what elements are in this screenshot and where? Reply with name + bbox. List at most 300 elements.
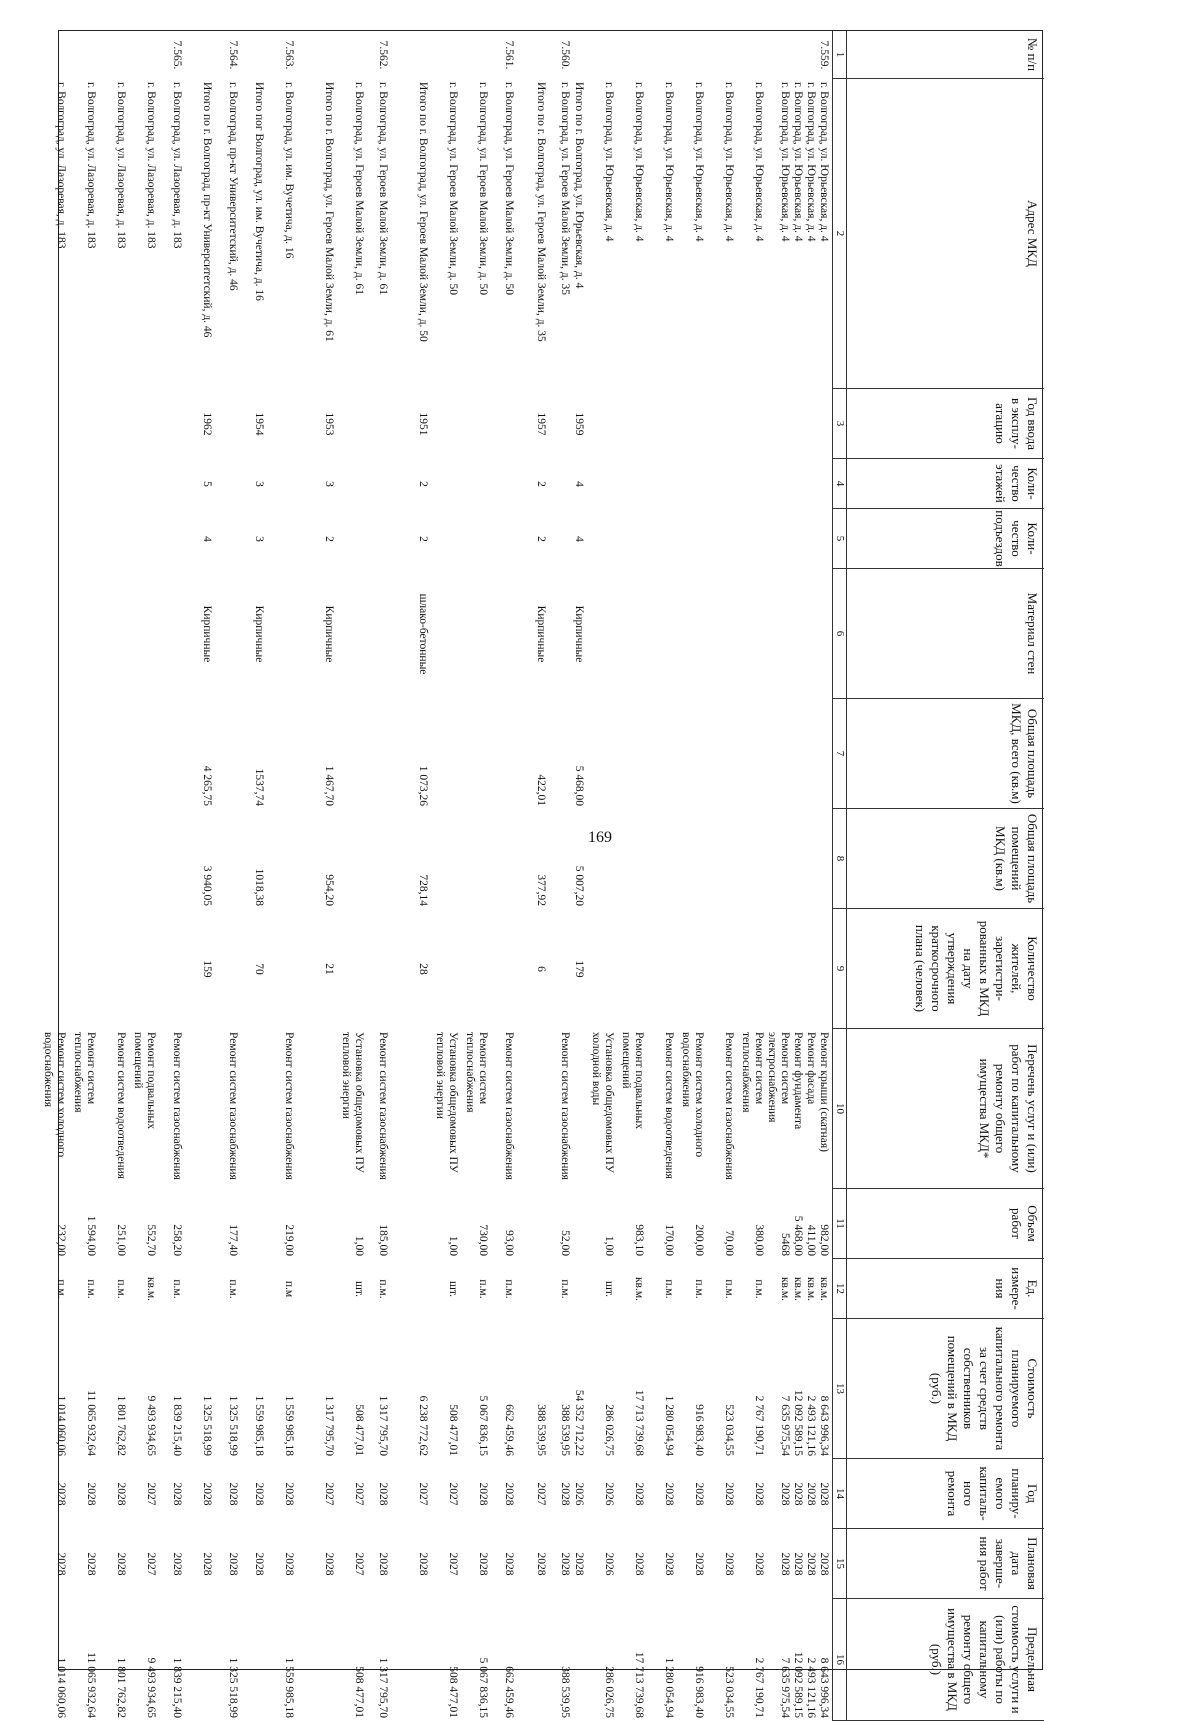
cell-work: Ремонт фундамента [792, 1032, 804, 1130]
cell-year: 2028 [171, 1482, 183, 1506]
table-row [429, 31, 459, 1718]
cell-year: 2028 [283, 1482, 295, 1506]
cell-work: Ремонт систем газоснабжения [377, 1032, 389, 1180]
table-row [67, 31, 97, 1718]
cell-work: Ремонт крыши (скатная) [818, 1032, 830, 1152]
cell-year: 2028 [818, 1482, 830, 1506]
cell-work: Ремонт систем водоотведения [663, 1032, 675, 1179]
cell-end: 2028 [227, 1552, 239, 1576]
cell-end: 2028 [85, 1552, 97, 1576]
cell-limit: 12 092 589,15 [792, 1651, 804, 1718]
cell-addr: г. Волгоград, ул. Юрьевская, д. 4 [663, 82, 675, 242]
column-header-4: Коли-чество этажей [846, 459, 1044, 509]
cell-end: 2027 [353, 1552, 365, 1576]
cell-cost: 1 325 518,99 [227, 1395, 239, 1456]
cell-unit: п.м. [559, 1279, 571, 1299]
cell-end: 2028 [792, 1552, 804, 1576]
cell-addr: Итого по г. Волгоград, ул. Героев Малой Земли, д. 50 [417, 82, 429, 342]
cell-vol: 70,00 [723, 1230, 735, 1256]
cell-limit: 1 559 985,18 [283, 1657, 295, 1718]
cell-walls: Кирпичные [573, 605, 585, 663]
cell-addr: г. Волгоград, ул. Юрьевская, д. 4 [603, 82, 615, 242]
cell-work: Установка общедомовых ПУ холодной воды [590, 1032, 615, 1173]
cell-entr: 2 [323, 536, 335, 542]
table-row [765, 31, 791, 1718]
cell-year: 2028 [253, 1482, 265, 1506]
cell-end: 2028 [283, 1552, 295, 1576]
cell-cost: 1 325 518,99 [201, 1395, 213, 1456]
cell-unit: кв.м. [805, 1276, 817, 1302]
cell-year: 2027 [353, 1482, 365, 1506]
table-row [571, 31, 585, 1671]
column-number-7: 7 [832, 699, 846, 809]
cell-end: 2028 [55, 1552, 67, 1576]
cell-vol: 983,10 [633, 1224, 645, 1256]
cell-year: 2027 [323, 1482, 335, 1506]
cell-cost: 388 539,95 [535, 1404, 547, 1456]
cell-addr: г. Волгоград, ул. Героев Малой Земли, д. 50 [503, 82, 515, 296]
cell-addr: Итого по г. Волгоград, ул. Героев Малой Земли, д. 61 [323, 82, 335, 342]
cell-area: 1 467,70 [323, 765, 335, 806]
cell-limit: 508 477,01 [353, 1666, 365, 1718]
cell-cost: 1 801 762,82 [115, 1395, 127, 1456]
cell-vol: 730,00 [477, 1224, 489, 1256]
column-number-14: 14 [832, 1459, 846, 1529]
cell-year: 2027 [417, 1482, 429, 1506]
cell-work: Ремонт фасада [805, 1032, 817, 1105]
column-number-12: 12 [832, 1259, 846, 1319]
table-row [615, 31, 645, 1718]
page-number: 169 [588, 829, 612, 846]
cell-year: 2026 [573, 1482, 585, 1506]
cell-unit: шт. [603, 1281, 615, 1297]
cell-work: Ремонт систем газоснабжения [503, 1032, 515, 1180]
table-row [335, 31, 365, 1718]
cell-unit: кв.м. [145, 1276, 157, 1302]
cell-addr: г. Волгоград, ул. Лазоревая, д. 183 [145, 82, 157, 249]
cell-walls: Кирпичные [535, 605, 547, 663]
cell-end: 2028 [115, 1552, 127, 1576]
cell-cost: 8 643 996,34 [818, 1395, 830, 1456]
cell-cost: 1 317 795,70 [323, 1395, 335, 1456]
cell-limit: 1 280 054,94 [663, 1657, 675, 1718]
column-header-5: Коли-чество подъездов [846, 509, 1044, 569]
cell-area2: 728,14 [417, 874, 429, 906]
table-row [675, 31, 705, 1718]
cell-limit: 286 026,75 [603, 1666, 615, 1718]
cell-built: 1962 [201, 412, 213, 436]
cell-addr: г. Волгоград, ул. Героев Малой Земли, д. 50 [447, 82, 459, 296]
cell-people: 28 [417, 963, 429, 975]
cell-cost: 1 839 215,40 [171, 1395, 183, 1456]
cell-addr: г. Волгоград, ул. Юрьевская, д. 4 [779, 82, 791, 242]
cell-year: 2028 [663, 1482, 675, 1506]
column-number-16: 16 [832, 1599, 846, 1721]
cell-cost: 1 280 054,94 [663, 1395, 675, 1456]
cell-unit: п.м [283, 1280, 295, 1298]
column-number-2: 2 [832, 79, 846, 389]
column-header-14: Год планиру-емого капиталь-ного ремонта [846, 1459, 1044, 1529]
cell-vol: 93,00 [503, 1230, 515, 1256]
cell-entr: 3 [253, 536, 265, 542]
column-number-10: 10 [832, 1029, 846, 1189]
cell-area2: 377,92 [535, 874, 547, 906]
cell-cost: 916 983,40 [693, 1404, 705, 1456]
cell-addr: г. Волгоград, ул. Юрьевская, д. 4 [753, 82, 765, 242]
cell-people: 159 [201, 960, 213, 978]
cell-no: 7.564. [227, 40, 239, 70]
table-row [389, 31, 429, 1671]
table-row [127, 31, 157, 1718]
cell-work: Ремонт систем газоснабжения [559, 1032, 571, 1180]
table-row [645, 31, 675, 1718]
cell-addr: Итого пог Волгоград, ул. им. Вучетича, д. 16 [253, 82, 265, 301]
cell-area2: 954,20 [323, 874, 335, 906]
cell-entr: 4 [201, 536, 213, 542]
cell-no: 7.561. [503, 40, 515, 70]
table-row [157, 31, 183, 1718]
cell-year: 2028 [115, 1482, 127, 1506]
cell-work: Ремонт систем теплоснабжения [72, 1032, 97, 1113]
cell-addr: г. Волгоград, ул. Лазоревая, д. 183 [115, 82, 127, 249]
cell-end: 2028 [503, 1552, 515, 1576]
table-row [97, 31, 127, 1718]
column-header-2: Адрес МКД [846, 79, 1044, 389]
cell-unit: кв.м. [779, 1276, 791, 1302]
cell-entr: 2 [535, 536, 547, 542]
cell-limit: 508 477,01 [447, 1666, 459, 1718]
cell-unit: п.м. [377, 1279, 389, 1299]
cell-cost: 662 459,46 [503, 1404, 515, 1456]
cell-addr: г. Волгоград, ул. Лазоревая, д. 183 [171, 82, 183, 249]
column-header-8: Общая площадь помещений МКД (кв.м) [846, 809, 1044, 909]
cell-end: 2028 [779, 1552, 791, 1576]
cell-work: Ремонт систем теплоснабжения [740, 1032, 765, 1113]
cell-vol: 1,00 [447, 1235, 459, 1256]
cell-addr: г. Волгоград, ул. Юрьевская, д. 4 [723, 82, 735, 242]
cell-end: 2028 [201, 1552, 213, 1576]
cell-year: 2027 [535, 1482, 547, 1506]
cell-floors: 4 [573, 481, 585, 487]
cell-end: 2027 [145, 1552, 157, 1576]
column-header-15: Плановая дата заверше-ния работ [846, 1529, 1044, 1599]
cell-cost: 11 065 932,64 [85, 1390, 97, 1456]
cell-addr: г. Волгоград, ул. Героев Малой Земли, д. 61 [377, 82, 389, 296]
cell-addr: г. Волгоград, ул. Юрьевская, д. 4 [805, 82, 817, 242]
cell-work: Ремонт систем водоотведения [115, 1032, 127, 1179]
cell-end: 2026 [603, 1552, 615, 1576]
cell-vol: 170,00 [663, 1224, 675, 1256]
cell-walls: Кирпичные [323, 605, 335, 663]
cell-unit: шт. [447, 1281, 459, 1297]
cell-limit: 523 034,55 [723, 1666, 735, 1718]
cell-unit: п.м. [227, 1279, 239, 1299]
cell-end: 2028 [805, 1552, 817, 1576]
cell-limit: 8 643 996,34 [818, 1657, 830, 1718]
table-body [42, 31, 1044, 1718]
cell-vol: 5468 [779, 1233, 791, 1256]
cell-cost: 1 014 060,06 [55, 1395, 67, 1456]
cell-cost: 6 238 772,62 [417, 1395, 429, 1456]
cell-work: Ремонт подвальных помещений [132, 1032, 157, 1129]
cell-people: 6 [535, 966, 547, 972]
cell-work: Ремонт подвальных помещений [620, 1032, 645, 1129]
cell-year: 2028 [559, 1482, 571, 1506]
cell-cost: 508 477,01 [353, 1404, 365, 1456]
cell-year: 2027 [447, 1482, 459, 1506]
cell-limit: 1 317 795,70 [377, 1657, 389, 1718]
column-header-11: Объем работ [846, 1189, 1044, 1259]
cell-end: 2028 [477, 1552, 489, 1576]
cell-end: 2028 [253, 1552, 265, 1576]
capital-repair-table [42, 30, 1043, 1718]
cell-area: 4 265,75 [201, 765, 213, 806]
cell-vol: 52,00 [559, 1230, 571, 1256]
cell-year: 2028 [633, 1482, 645, 1506]
cell-end: 2028 [559, 1552, 571, 1576]
table-row [547, 31, 571, 1718]
cell-built: 1953 [323, 412, 335, 436]
column-header-6: Материал стен [846, 569, 1044, 699]
cell-end: 2028 [417, 1552, 429, 1576]
cell-addr: г. Волгоград, ул. им. Вучетича, д. 16 [283, 82, 295, 259]
cell-vol: 258,20 [171, 1224, 183, 1256]
cell-area2: 5 007,20 [573, 865, 585, 906]
table-row [585, 31, 615, 1718]
cell-unit: п.м. [55, 1279, 67, 1299]
cell-addr: Итого по г. Волгоград, ул. Героев Малой Земли, д. 35 [535, 82, 547, 342]
table-row [489, 31, 515, 1718]
cell-no: 7.563. [283, 40, 295, 70]
cell-cost: 54 352 712,22 [573, 1389, 585, 1456]
cell-end: 2028 [573, 1552, 585, 1576]
cell-work: Ремонт систем газоснабжения [723, 1032, 735, 1180]
cell-end: 2028 [171, 1552, 183, 1576]
cell-walls: шлако-бетонные [417, 593, 429, 675]
cell-vol: 552,70 [145, 1224, 157, 1256]
cell-year: 2028 [201, 1482, 213, 1506]
cell-work: Ремонт систем газоснабжения [283, 1032, 295, 1180]
cell-unit: п.м. [477, 1279, 489, 1299]
cell-end: 2028 [377, 1552, 389, 1576]
cell-built: 1959 [573, 412, 585, 436]
cell-vol: 177,40 [227, 1224, 239, 1256]
cell-limit: 5 067 836,15 [477, 1657, 489, 1718]
cell-limit: 9 493 934,65 [145, 1657, 157, 1718]
cell-walls: Кирпичные [253, 605, 265, 663]
cell-end: 2028 [723, 1552, 735, 1576]
cell-vol: 251,00 [115, 1224, 127, 1256]
cell-vol: 380,00 [753, 1224, 765, 1256]
table-row [37, 31, 67, 1718]
cell-year: 2028 [477, 1482, 489, 1506]
cell-cost: 7 635 975,54 [779, 1395, 791, 1456]
column-header-13: Стоимость планируемого капитального ремонта за счет средств собственников помещений в МКД (руб.) [846, 1319, 1044, 1459]
cell-floors: 5 [201, 481, 213, 487]
cell-no: 7.565. [171, 40, 183, 70]
cell-addr: Итого по г. Волгоград, ул. Юрьевская, д. 4 [573, 82, 585, 289]
cell-built: 1954 [253, 412, 265, 436]
cell-cost: 523 034,55 [723, 1404, 735, 1456]
column-header-1: № п/п [846, 31, 1044, 79]
cell-year: 2028 [723, 1482, 735, 1506]
cell-addr: г. Волгоград, ул. Лазоревая, д. 183 [55, 82, 67, 249]
cell-year: 2028 [792, 1482, 804, 1506]
cell-year: 2028 [693, 1482, 705, 1506]
cell-addr: г. Волгоград, ул. Юрьевская, д. 4 [693, 82, 705, 242]
table-row [459, 31, 489, 1718]
cell-area2: 3 940,05 [201, 865, 213, 906]
cell-work: Ремонт систем газоснабжения [227, 1032, 239, 1180]
cell-built: 1951 [417, 412, 429, 436]
cell-end: 2028 [323, 1552, 335, 1576]
cell-addr: г. Волгоград, пр-кт Университетский, д. 46 [227, 82, 239, 291]
cell-end: 2028 [693, 1552, 705, 1576]
cell-end: 2028 [818, 1552, 830, 1576]
column-header-16: Предельная стоимость услуги и (или) работы по капитальному ремонту общего имущества в МКД (руб.) [846, 1599, 1044, 1721]
cell-limit: 17 713 739,68 [633, 1651, 645, 1718]
column-number-11: 11 [832, 1189, 846, 1259]
cell-limit: 916 983,40 [693, 1666, 705, 1718]
cell-unit: п.м. [753, 1279, 765, 1299]
cell-cost: 9 493 934,65 [145, 1395, 157, 1456]
table-row [183, 31, 213, 1671]
cell-vol: 982,00 [818, 1224, 830, 1256]
cell-addr: г. Волгоград, ул. Героев Малой Земли, д. 61 [353, 82, 365, 296]
cell-cost: 508 477,01 [447, 1404, 459, 1456]
column-header-10: Перечень услуг и (или) работ по капитальному ремонту общего имущества МКД* [846, 1029, 1044, 1189]
cell-people: 21 [323, 963, 335, 975]
column-header-7: Общая площадь МКД, всего (кв.м) [846, 699, 1044, 809]
column-number-3: 3 [832, 389, 846, 459]
cell-built: 1957 [535, 412, 547, 436]
cell-end: 2028 [663, 1552, 675, 1576]
cell-work: Установка общедомовых ПУ тепловой энергии [434, 1032, 459, 1173]
cell-year: 2028 [805, 1482, 817, 1506]
column-number-6: 6 [832, 569, 846, 699]
column-header-9: Количество жителей, зарегистри-рованных в МКД на дату утверждения краткосрочного плана (человек) [846, 909, 1044, 1029]
cell-addr: г. Волгоград, ул. Героев Малой Земли, д. 50 [477, 82, 489, 296]
cell-unit: п.м. [85, 1279, 97, 1299]
cell-entr: 4 [573, 536, 585, 542]
cell-year: 2026 [603, 1482, 615, 1506]
column-number-13: 13 [832, 1319, 846, 1459]
cell-vol: 200,00 [693, 1224, 705, 1256]
table-row [817, 31, 830, 1718]
cell-work: Установка общедомовых ПУ тепловой энергии [340, 1032, 365, 1173]
cell-area: 5 468,00 [573, 765, 585, 806]
column-number-8: 8 [832, 809, 846, 909]
cell-end: 2028 [753, 1552, 765, 1576]
cell-year: 2028 [227, 1482, 239, 1506]
cell-no: 7.560. [559, 40, 571, 70]
cell-end: 2028 [535, 1552, 547, 1576]
cell-addr: Итого по г. Волгоград, пр-кт Университетский, д. 46 [201, 82, 213, 338]
cell-work: Ремонт систем холодного водоснабжения [42, 1032, 67, 1158]
cell-addr: г. Волгоград, ул. Героев Малой Земли, д. 35 [559, 82, 571, 296]
cell-cost: 17 713 739,68 [633, 1389, 645, 1456]
cell-work: Ремонт систем электроснабжения [766, 1032, 791, 1123]
table-row [791, 31, 804, 1718]
cell-work: Ремонт систем газоснабжения [171, 1032, 183, 1180]
cell-cost: 5 067 836,15 [477, 1395, 489, 1456]
cell-unit: кв.м. [818, 1276, 830, 1302]
cell-limit: 1 014 060,06 [55, 1657, 67, 1718]
cell-floors: 3 [323, 481, 335, 487]
cell-addr: г. Волгоград, ул. Юрьевская, д. 4 [818, 82, 830, 242]
cell-work: Ремонт систем теплоснабжения [464, 1032, 489, 1113]
cell-cost: 286 026,75 [603, 1404, 615, 1456]
table-row [804, 31, 817, 1718]
cell-cost: 12 092 589,15 [792, 1389, 804, 1456]
cell-limit: 1 325 518,99 [227, 1657, 239, 1718]
cell-end: 2027 [447, 1552, 459, 1576]
cell-people: 70 [253, 963, 265, 975]
table-row [213, 31, 239, 1718]
cell-cost: 388 539,95 [559, 1404, 571, 1456]
cell-unit: п.м. [503, 1279, 515, 1299]
cell-vol: 1,00 [353, 1235, 365, 1256]
cell-unit: п.м. [663, 1279, 675, 1299]
cell-limit: 1 839 215,40 [171, 1657, 183, 1718]
cell-vol: 411,00 [805, 1224, 817, 1256]
cell-addr: г. Волгоград, ул. Лазоревая, д. 183 [85, 82, 97, 249]
cell-cost: 2 493 121,16 [805, 1395, 817, 1456]
cell-vol: 5 468,00 [792, 1215, 804, 1256]
cell-unit: шт. [353, 1281, 365, 1297]
column-number-9: 9 [832, 909, 846, 1029]
cell-cost: 2 767 190,71 [753, 1395, 765, 1456]
table-row [295, 31, 335, 1671]
cell-cost: 1 559 985,18 [283, 1395, 295, 1456]
cell-limit: 7 635 975,54 [779, 1657, 791, 1718]
cell-unit: п.м. [693, 1279, 705, 1299]
cell-cost: 1 559 985,18 [253, 1395, 265, 1456]
table-row [365, 31, 389, 1718]
cell-unit: п.м. [171, 1279, 183, 1299]
cell-area: 1537,74 [253, 768, 265, 806]
cell-vol: 185,00 [377, 1224, 389, 1256]
cell-year: 2028 [779, 1482, 791, 1506]
cell-unit: кв.м. [633, 1276, 645, 1302]
cell-limit: 388 539,95 [559, 1666, 571, 1718]
cell-year: 2028 [377, 1482, 389, 1506]
cell-limit: 662 459,46 [503, 1666, 515, 1718]
cell-year: 2027 [145, 1482, 157, 1506]
cell-limit: 2 767 190,71 [753, 1657, 765, 1718]
column-number-1: 1 [832, 31, 846, 79]
cell-limit: 11 065 932,64 [85, 1652, 97, 1718]
cell-floors: 3 [253, 481, 265, 487]
cell-floors: 2 [535, 481, 547, 487]
cell-no: 7.559. [818, 40, 830, 70]
cell-vol: 219,00 [283, 1224, 295, 1256]
table-row [515, 31, 547, 1671]
column-number-15: 15 [832, 1529, 846, 1599]
cell-area: 1 073,26 [417, 765, 429, 806]
cell-vol: 1,00 [603, 1235, 615, 1256]
table-row [265, 31, 295, 1718]
cell-year: 2028 [503, 1482, 515, 1506]
cell-entr: 2 [417, 536, 429, 542]
cell-unit: п.м. [723, 1279, 735, 1299]
column-header-3: Год ввода в эксплу-атацию [846, 389, 1044, 459]
cell-addr: г. Волгоград, ул. Юрьевская, д. 4 [792, 82, 804, 242]
cell-year: 2028 [55, 1482, 67, 1506]
cell-year: 2028 [753, 1482, 765, 1506]
cell-year: 2028 [85, 1482, 97, 1506]
cell-unit: кв.м. [792, 1276, 804, 1302]
